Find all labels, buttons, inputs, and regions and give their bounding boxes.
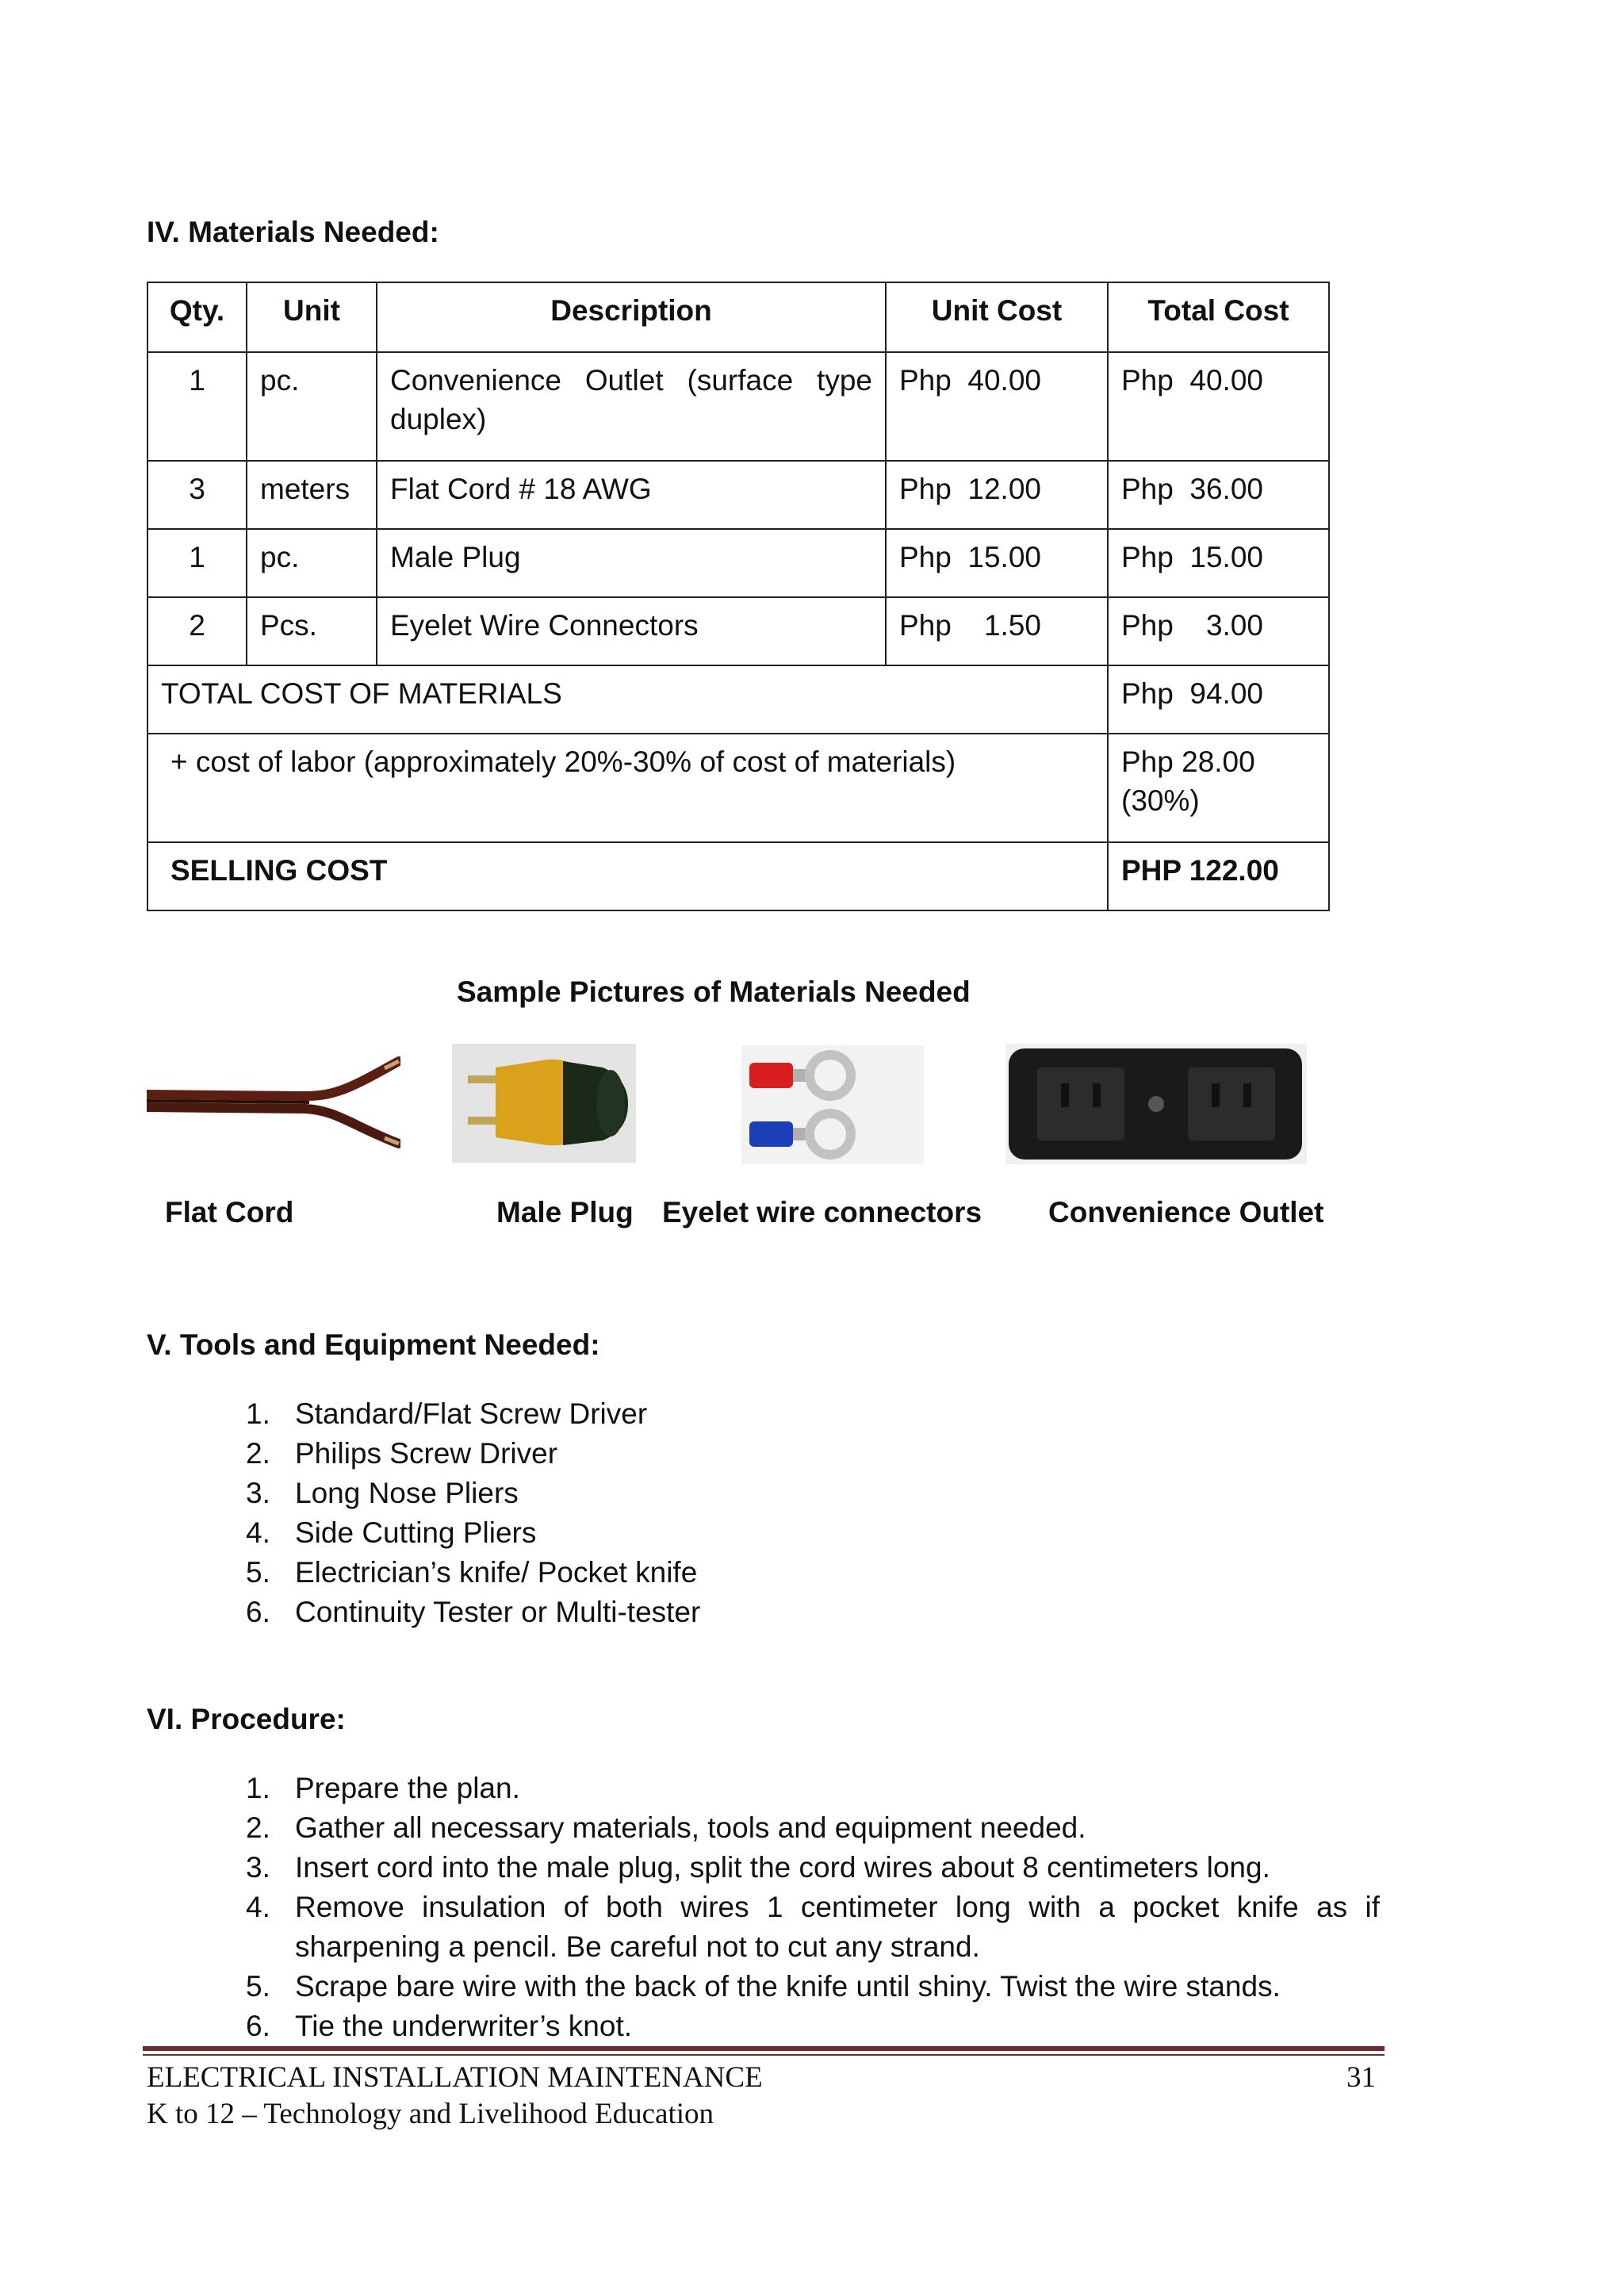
cell-description: Eyelet Wire Connectors — [377, 597, 886, 665]
cell-unit-cost: Php 15.00 — [886, 529, 1108, 597]
total-label: TOTAL COST OF MATERIALS — [147, 665, 1108, 734]
total-row — [147, 665, 1329, 734]
flat-cord-picture — [147, 1055, 400, 1150]
total-value: Php 94.00 — [1108, 665, 1329, 734]
cell-description: Flat Cord # 18 AWG — [377, 461, 886, 529]
cell-unit: meters — [247, 461, 377, 529]
list-number: 1. — [246, 1397, 270, 1430]
cell-total-cost: Php 36.00 — [1108, 461, 1329, 529]
male-plug-picture — [452, 1044, 636, 1163]
col-unit: Unit — [247, 282, 377, 352]
list-number: 5. — [246, 1970, 270, 2003]
procedure-heading: VI. Procedure: — [147, 1703, 346, 1735]
caption-flat-cord: Flat Cord — [165, 1196, 294, 1228]
list-item — [147, 1848, 1380, 1888]
cell-qty: 3 — [147, 461, 247, 529]
list-text: Long Nose Pliers — [295, 1477, 519, 1509]
list-item — [147, 1434, 1384, 1474]
list-item — [147, 1967, 1380, 2007]
footer-rule — [143, 2046, 1385, 2051]
list-text: Philips Screw Driver — [295, 1437, 558, 1470]
convenience-outlet-picture — [1005, 1044, 1307, 1164]
list-item — [147, 1769, 1380, 1808]
selling-value: PHP 122.00 — [1108, 842, 1329, 910]
list-number: 4. — [246, 1516, 270, 1549]
list-text: Prepare the plan. — [295, 1772, 520, 1804]
cell-total-cost: Php 3.00 — [1108, 597, 1329, 665]
list-number: 3. — [246, 1477, 270, 1509]
footer-subtitle: K to 12 – Technology and Livelihood Education — [147, 2098, 714, 2130]
list-item — [147, 1593, 1384, 1632]
cell-unit-cost: Php 40.00 — [886, 352, 1108, 461]
list-text: Tie the underwriter’s knot. — [295, 2010, 633, 2042]
list-number: 5. — [246, 1556, 270, 1589]
col-qty: Qty. — [147, 282, 247, 352]
pictures-heading: Sample Pictures of Materials Needed — [457, 976, 971, 1008]
cell-unit: pc. — [247, 529, 377, 597]
list-number: 2. — [246, 1437, 270, 1470]
table-row — [147, 461, 1329, 529]
list-text: Electrician’s knife/ Pocket knife — [295, 1556, 698, 1589]
list-item — [147, 1513, 1384, 1553]
list-item — [147, 1553, 1384, 1593]
table-row — [147, 597, 1329, 665]
materials-heading: IV. Materials Needed: — [147, 216, 439, 248]
caption-outlet: Convenience Outlet — [1048, 1196, 1324, 1228]
list-item — [147, 1394, 1384, 1434]
tools-heading: V. Tools and Equipment Needed: — [147, 1328, 600, 1361]
labor-value: Php 28.00 (30%) — [1108, 734, 1329, 842]
cell-unit: pc. — [247, 352, 377, 461]
cell-unit: Pcs. — [247, 597, 377, 665]
list-number: 6. — [246, 1596, 270, 1628]
list-item — [147, 1808, 1380, 1848]
procedure-list — [147, 1769, 1380, 2046]
list-text: Standard/Flat Screw Driver — [295, 1397, 648, 1430]
list-text: Continuity Tester or Multi-tester — [295, 1596, 701, 1628]
table-header-row — [147, 282, 1329, 352]
cell-qty: 1 — [147, 352, 247, 461]
footer-title: ELECTRICAL INSTALLATION MAINTENANCE — [147, 2061, 763, 2094]
selling-label: SELLING COST — [147, 842, 1108, 910]
list-text: Side Cutting Pliers — [295, 1516, 537, 1549]
eyelet-connectors-picture — [741, 1045, 924, 1164]
list-item — [147, 1474, 1384, 1513]
cell-total-cost: Php 40.00 — [1108, 352, 1329, 461]
footer-rule-thin — [143, 2054, 1385, 2056]
col-total-cost: Total Cost — [1108, 282, 1329, 352]
list-number: 3. — [246, 1851, 270, 1884]
tools-list — [147, 1394, 1384, 1632]
table-row — [147, 352, 1329, 461]
list-number: 1. — [246, 1772, 270, 1804]
list-number: 6. — [246, 2010, 270, 2042]
selling-row — [147, 842, 1329, 910]
col-description: Description — [377, 282, 886, 352]
table-row — [147, 529, 1329, 597]
list-text: Remove insulation of both wires 1 centimeter long with a pocket knife as if sharpening a pencil. Be careful not to cut any strand. — [295, 1891, 1380, 1963]
caption-male-plug: Male Plug — [496, 1196, 634, 1228]
list-number: 2. — [246, 1811, 270, 1844]
cell-description: Male Plug — [377, 529, 886, 597]
cell-qty: 2 — [147, 597, 247, 665]
cell-total-cost: Php 15.00 — [1108, 529, 1329, 597]
cell-unit-cost: Php 1.50 — [886, 597, 1108, 665]
list-text: Gather all necessary materials, tools and equipment needed. — [295, 1811, 1086, 1844]
cell-description: Convenience Outlet (surface type duplex) — [377, 352, 886, 461]
list-text: Scrape bare wire with the back of the knife until shiny. Twist the wire stands. — [295, 1970, 1281, 2003]
materials-table — [147, 282, 1330, 911]
labor-row — [147, 734, 1329, 842]
cell-qty: 1 — [147, 529, 247, 597]
caption-eyelet: Eyelet wire connectors — [662, 1196, 982, 1228]
list-number: 4. — [246, 1891, 270, 1923]
list-item — [147, 1888, 1380, 1967]
cell-unit-cost: Php 12.00 — [886, 461, 1108, 529]
page-number: 31 — [1346, 2061, 1376, 2094]
list-item — [147, 2007, 1380, 2046]
list-text: Insert cord into the male plug, split the cord wires about 8 centimeters long. — [295, 1851, 1270, 1884]
col-unit-cost: Unit Cost — [886, 282, 1108, 352]
labor-label: + cost of labor (approximately 20%-30% of cost of materials) — [147, 734, 1108, 842]
